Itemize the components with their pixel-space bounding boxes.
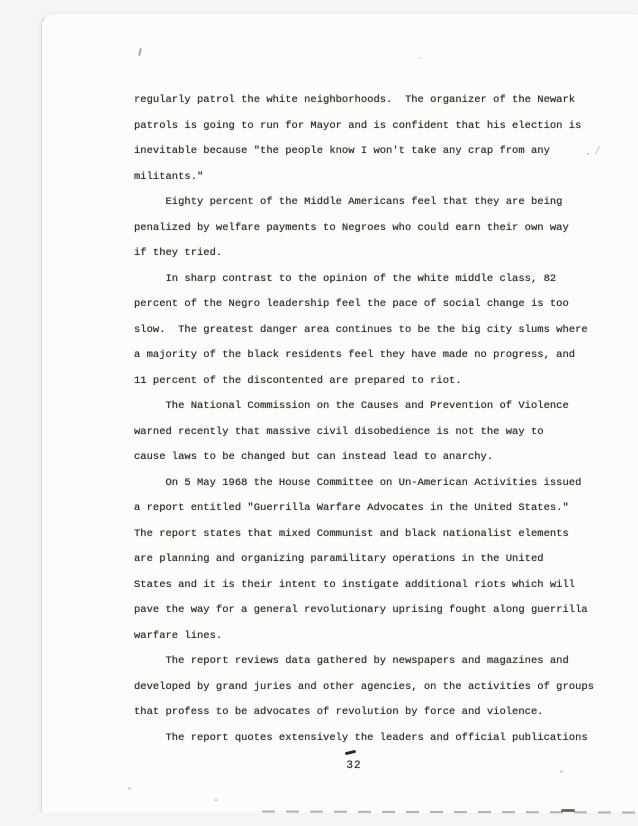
text-line: patrols is going to run for Mayor and is confident that his election is — [134, 119, 582, 132]
text-line: militants." — [134, 170, 204, 183]
text-line: On 5 May 1968 the House Committee on Un-American Activities issued — [134, 476, 582, 489]
text-line: warned recently that massive civil disobedience is not the way to — [134, 425, 544, 438]
text-line: if they tried. — [134, 247, 223, 259]
text-line: a majority of the black residents feel they have made no progress, and — [134, 349, 576, 361]
text-line: cause laws to be changed but can instead lead to anarchy. — [134, 451, 494, 463]
text-line: pave the way for a general revolutionary uprising fought along guerrilla — [134, 604, 588, 616]
text-line: penalized by welfare payments to Negroes who could earn their own way — [134, 221, 569, 234]
text-line: are planning and organizing paramilitary operations in the United — [134, 553, 544, 565]
text-line: slow. The greatest danger area continues to be the big city slums where — [134, 323, 588, 336]
text-line: regularly patrol the white neighborhoods. The organizer of the Newark — [134, 94, 576, 106]
text-line: warfare lines. — [134, 629, 223, 642]
typewritten-text-body — [134, 88, 604, 751]
text-line: The National Commission on the Causes and Prevention of Violence — [134, 400, 569, 412]
text-line: The report states that mixed Communist and black nationalist elements — [134, 527, 569, 540]
page-number: 32 — [346, 760, 362, 772]
text-line: States and it is their intent to instigate additional riots which will — [134, 578, 576, 591]
text-line: a report entitled "Guerrilla Warfare Advocates in the United States." — [134, 502, 569, 514]
text-line: 11 percent of the discontented are prepared to riot. — [134, 374, 462, 387]
text-line: that profess to be advocates of revolution by force and violence. — [134, 706, 544, 718]
text-line: Eighty percent of the Middle Americans feel that they are being — [134, 196, 563, 208]
text-line: developed by grand juries and other agencies, on the activities of groups — [134, 680, 594, 693]
text-line: In sharp contrast to the opinion of the white middle class, 82 — [134, 272, 557, 285]
text-line: inevitable because "the people know I won't take any crap from any — [134, 145, 550, 157]
text-line: The report quotes extensively the leaders and official publications — [134, 731, 588, 744]
text-line: percent of the Negro leadership feel the pace of social change is too — [134, 298, 569, 310]
text-line: The report reviews data gathered by newspapers and magazines and — [134, 655, 569, 667]
